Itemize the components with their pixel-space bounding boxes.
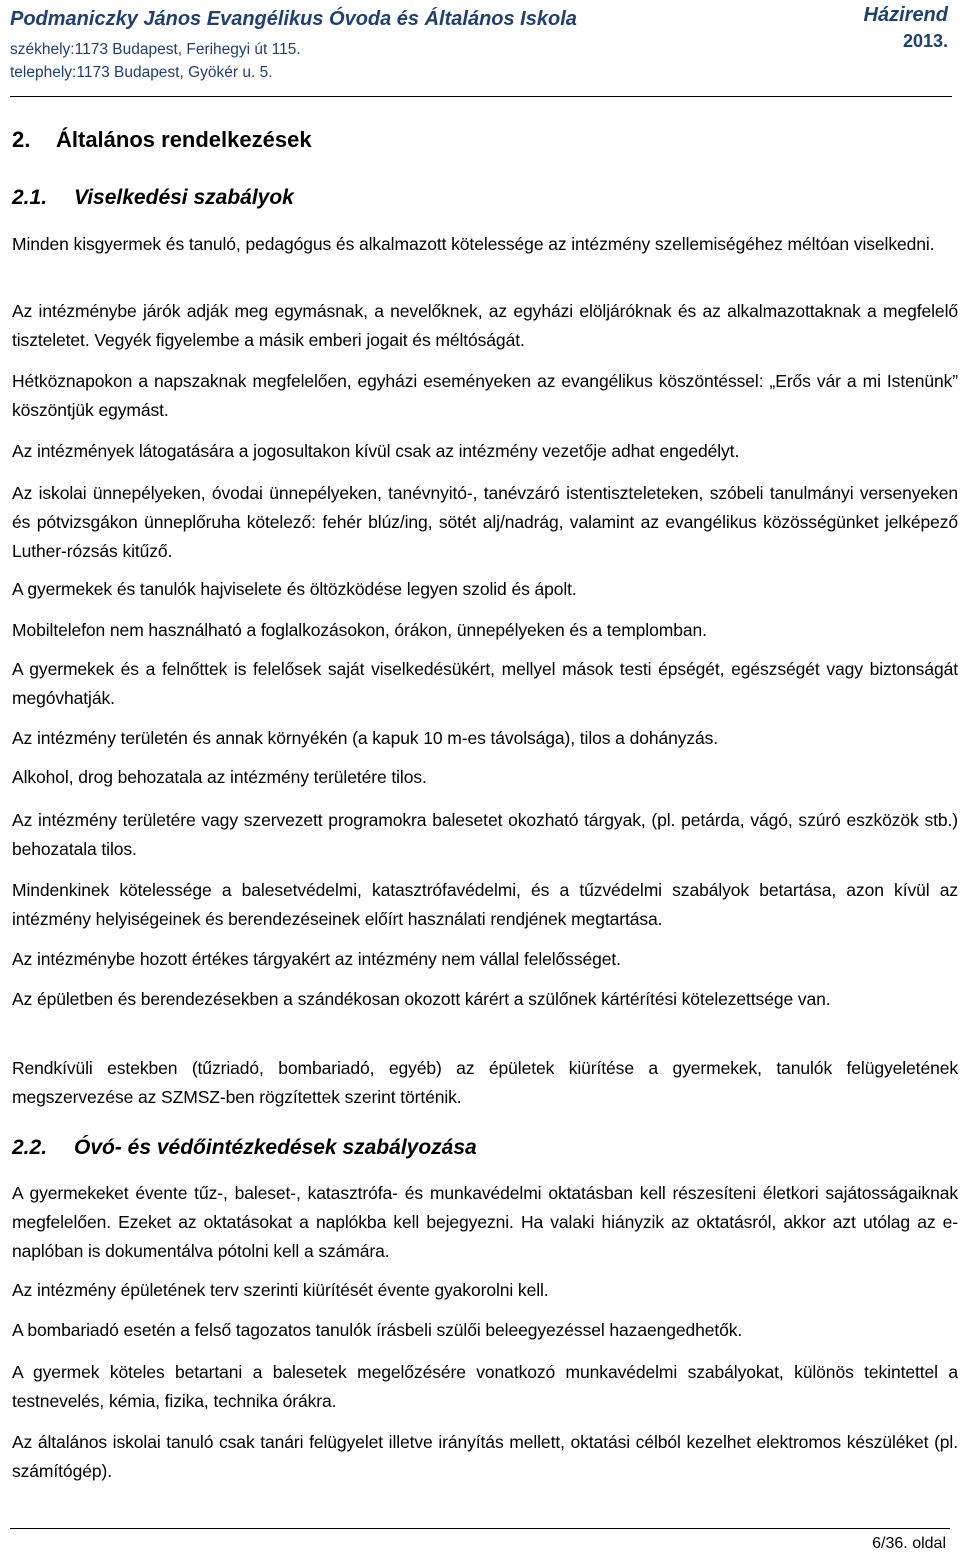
section-number: 2. [12, 127, 31, 152]
section-title: Általános rendelkezések [56, 127, 312, 152]
subsection-title: Viselkedési szabályok [74, 186, 294, 209]
paragraph: Az intézménybe hozott értékes tárgyakért az intézmény nem vállal felelősséget. [12, 949, 621, 969]
paragraph: Minden kisgyermek és tanuló, pedagógus és alkalmazott kötelessége az intézmény szellemiségéhez méltóan viselkedni. [12, 234, 935, 254]
subsection-title: Óvó- és védőintézkedések szabályozása [74, 1136, 477, 1159]
paragraph: Az intézmény területén és annak környékén (a kapuk 10 m-es távolsága), tilos a dohányzás. [12, 728, 719, 748]
subsection-heading-1 [12, 186, 294, 210]
document-title: Házirend [863, 4, 948, 26]
paragraph: Az általános iskolai tanuló csak tanári felügyelet illetve irányítás mellett, oktatási célból kezelhet elektromos készüléket (pl. számítógép). [12, 1432, 958, 1481]
paragraph: A gyermek köteles betartani a balesetek megelőzésére vonatkozó munkavédelmi szabályokat, különös tekintettel a testnevelés, kémia, fizika, technika órákra. [12, 1362, 958, 1411]
paragraph: A bombariadó esetén a felső tagozatos tanulók írásbeli szülői beleegyezéssel hazaengedhetők. [12, 1320, 743, 1340]
paragraph: Hétköznapokon a napszaknak megfelelően, egyházi eseményeken az evangélikus köszöntéssel: „Erős vár a mi Istenünk” köszöntjük egymást. [12, 371, 958, 420]
paragraph: Az intézmény épületének terv szerinti kiürítését évente gyakorolni kell. [12, 1280, 549, 1300]
paragraph: Az iskolai ünnepélyeken, óvodai ünnepélyeken, tanévnyitó-, tanévzáró istentiszteleteken, szóbeli tanulmányi versenyeken és pótvizsgákon ünneplőruha kötelező: fehér blúz/ing, sötét alj/nadrág, valamint az evangélikus közösségünket jelképező Luther-rózsás kitűző. [12, 483, 958, 561]
document-year: 2013. [902, 31, 948, 51]
subsection-heading-2 [12, 1136, 477, 1160]
site-address: telephely:1173 Budapest, Gyökér u. 5. [10, 64, 273, 81]
paragraph: Az épületben és berendezésekben a szándékosan okozott kárért a szülőnek kártérítési kötelezettsége van. [12, 989, 831, 1009]
paragraph: A gyermekek és tanulók hajviselete és öltözködése legyen szolid és ápolt. [12, 579, 577, 599]
paragraph: Az intézmény területére vagy szervezett programokra balesetet okozható tárgyak, (pl. petárda, vágó, szúró eszközök stb.) behozatala tilos. [12, 810, 958, 859]
school-name: Podmaniczky János Evangélikus Óvoda és Általános Iskola [10, 8, 577, 30]
paragraph: Az intézmények látogatására a jogosultakon kívül csak az intézmény vezetője adhat engedélyt. [12, 441, 740, 461]
paragraph: Mindenkinek kötelessége a balesetvédelmi, katasztrófavédelmi, és a tűzvédelmi szabályok betartása, azon kívül az intézmény helyiségeinek és berendezéseinek előírt használati rendjének megtartása. [12, 880, 958, 929]
paragraph: Mobiltelefon nem használható a foglalkozásokon, órákon, ünnepélyeken és a templomban. [12, 620, 707, 640]
page-number: 6/36. oldal [872, 1535, 946, 1552]
subsection-number: 2.1. [12, 186, 48, 209]
subsection-number: 2.2. [12, 1136, 48, 1159]
paragraph: A gyermekeket évente tűz-, baleset-, katasztrófa- és munkavédelmi oktatásban kell részesíteni életkori sajátosságaiknak megfelelően. Ezeket az oktatásokat a naplókba kell bejegyezni. Ha valaki hiányzik az oktatásról, akkor azt utólag az e-naplóban is dokumentálva pótolni kell a számára. [12, 1183, 958, 1261]
paragraph: Az intézménybe járók adják meg egymásnak, a nevelőknek, az egyházi elöljáróknak és az alkalmazottaknak a megfelelő tiszteletet. Vegyék figyelembe a másik emberi jogait és méltóságát. [12, 301, 958, 350]
paragraph: Alkohol, drog behozatala az intézmény területére tilos. [12, 767, 427, 787]
headquarters-address: székhely:1173 Budapest, Ferihegyi út 115. [10, 41, 301, 58]
paragraph: Rendkívüli estekben (tűzriadó, bombariadó, egyéb) az épületek kiürítése a gyermekek, tanulók felügyeletének megszervezése az SZMSZ-ben rögzítettek szerint történik. [12, 1058, 958, 1107]
section-heading [12, 127, 312, 153]
paragraph: A gyermekek és a felnőttek is felelősek saját viselkedésükért, mellyel mások testi épségét, egészségét vagy biztonságát megóvhatják. [12, 659, 958, 708]
page-header [10, 4, 952, 97]
footer-divider [10, 1528, 950, 1529]
